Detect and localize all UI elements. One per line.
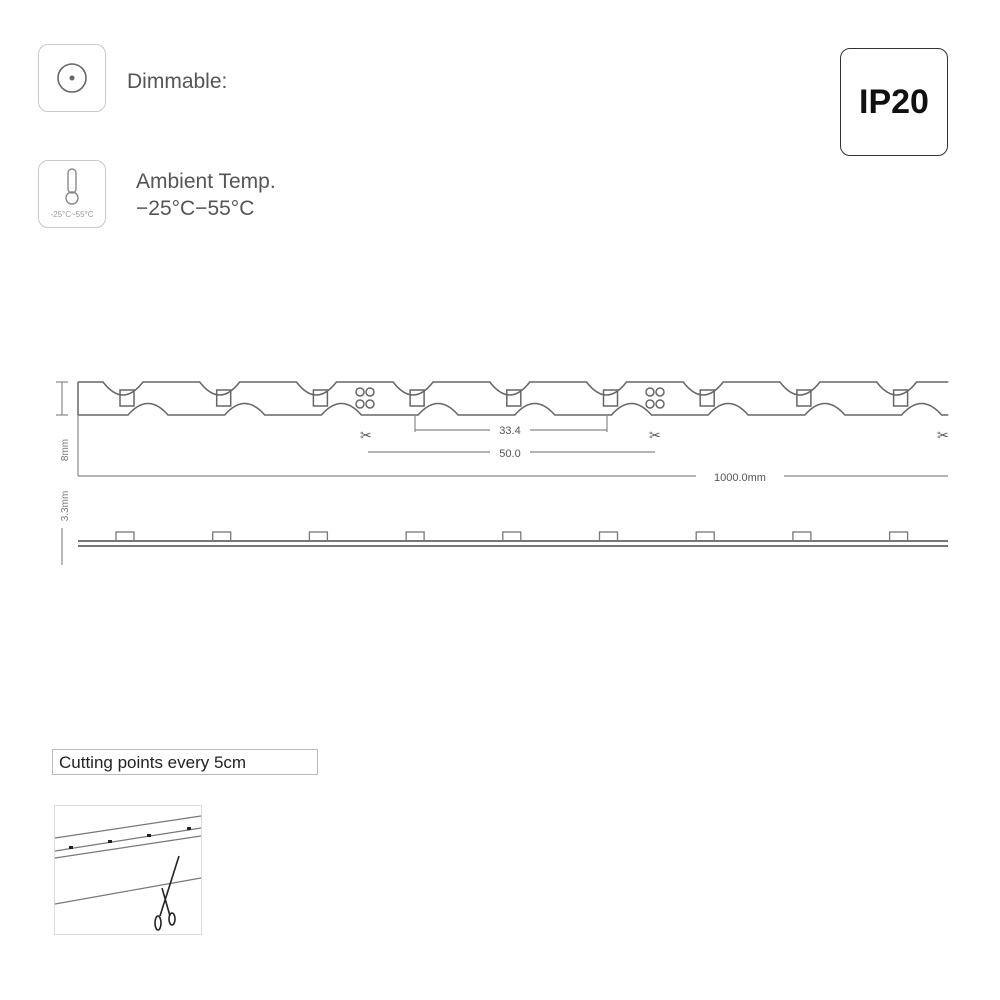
led-chip-side	[600, 532, 618, 541]
led-chip-side	[503, 532, 521, 541]
cutting-illustration	[54, 805, 202, 935]
led-chip-side	[213, 532, 231, 541]
led-chip-side	[116, 532, 134, 541]
ambient-temp-range: −25°C−55°C	[136, 197, 255, 220]
temp-icon-text: -25°C~55°C	[50, 210, 94, 219]
led-strip-top-view	[78, 382, 948, 415]
ambient-temp-label: Ambient Temp.	[136, 170, 276, 193]
scissors-icon	[155, 856, 179, 930]
cutting-points-label: Cutting points every 5cm	[52, 749, 318, 775]
strip-dimension-drawing	[0, 370, 1000, 570]
dimmable-label: Dimmable:	[127, 70, 228, 93]
led-chip-side	[406, 532, 424, 541]
svg-text:✂: ✂	[360, 427, 372, 443]
led-chip-side	[309, 532, 327, 541]
dimension-lines	[56, 382, 948, 565]
ip-rating-badge: IP20	[840, 48, 948, 156]
width-label: 8mm	[60, 438, 71, 462]
led-chip-side	[793, 532, 811, 541]
led-pitch-label: 33.4	[499, 425, 521, 437]
length-label: 1000.0mm	[714, 472, 766, 484]
led-chip-side	[890, 532, 908, 541]
height-label: 3.3mm	[60, 490, 71, 522]
cut-pitch-label: 50.0	[499, 448, 521, 460]
led-chip-side	[696, 532, 714, 541]
scissor-marks	[360, 427, 949, 443]
svg-text:✂: ✂	[649, 427, 661, 443]
thermometer-icon	[38, 160, 106, 228]
dimmable-icon	[38, 44, 106, 112]
led-strip-side-view	[116, 532, 908, 541]
svg-text:✂: ✂	[937, 427, 949, 443]
